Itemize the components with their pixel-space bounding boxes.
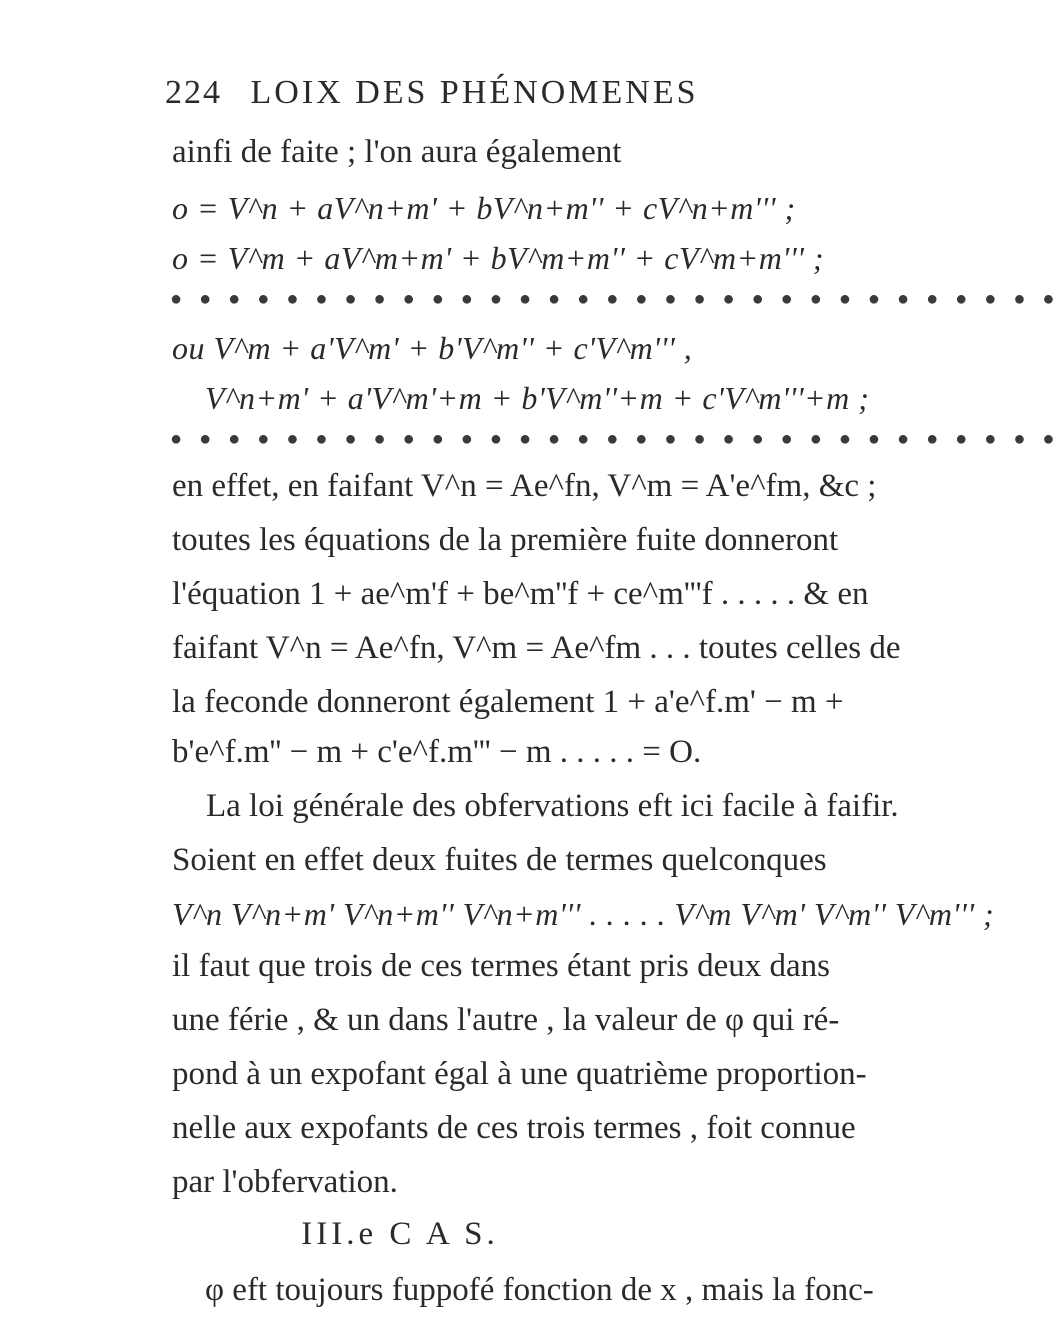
text-line-7: b'e^f.m'' − m + c'e^f.m''' − m . . . . . = O. [172,734,702,770]
text-line-12: pond à un expofant égal à une quatrième proportion- [172,1056,867,1092]
text-line-11: une férie , & un dans l'autre , la valeur de φ qui ré- [172,1002,840,1038]
equation-line-3: ou V^m + a'V^m' + b'V^m'' + c'V^m''' , [172,330,693,366]
text-line-6: la feconde donneront également 1 + a'e^f.m' − m + [172,684,844,720]
dot-leader-2: ● ● ● ● ● ● ● ● ● ● ● ● ● ● ● ● ● ● ● ● ● ● ● ● ● ● ● ● ● ● ● [170,428,1060,450]
running-header [165,74,699,112]
text-line-5: faifant V^n = Ae^fn, V^m = Ae^fm . . . toutes celles de [172,630,901,666]
text-line-10: il faut que trois de ces termes étant pris deux dans [172,948,830,984]
page-number: 224 [165,74,222,111]
text-line-2: en effet, en faifant V^n = Ae^fn, V^m = A'e^fm, &c ; [172,468,877,504]
text-line-4: l'équation 1 + ae^m'f + be^m''f + ce^m'''f . . . . . & en [172,576,869,612]
text-line-15: φ eft toujours fuppofé fonction de x , mais la fonc- [205,1272,874,1308]
text-line-1: ainfi de faite ; l'on aura également [172,134,622,170]
equation-line-2: o = V^m + aV^m+m' + bV^m+m'' + cV^m+m''' ; [172,240,825,276]
equation-line-1: o = V^n + aV^n+m' + bV^n+m'' + cV^n+m''' ; [172,190,796,226]
equation-line-4: V^n+m' + a'V^m'+m + b'V^m''+m + c'V^m'''+m ; [205,380,870,416]
text-line-3: toutes les équations de la première fuite donneront [172,522,839,558]
text-line-9: Soient en effet deux fuites de termes quelconques [172,842,827,878]
text-line-8: La loi générale des obfervations eft ici facile à faifir. [206,788,899,824]
text-line-13: nelle aux expofants de ces trois termes , foit connue [172,1110,856,1146]
page-title: LOIX DES PHÉNOMENES [250,74,699,111]
section-heading: III.e C A S. [301,1216,499,1252]
text-line-14: par l'obfervation. [172,1164,398,1200]
equation-line-5: V^n V^n+m' V^n+m'' V^n+m''' . . . . . V^m V^m' V^m'' V^m''' ; [172,896,995,932]
dot-leader-1: ● ● ● ● ● ● ● ● ● ● ● ● ● ● ● ● ● ● ● ● ● ● ● ● ● ● ● ● ● ● ● [170,288,1060,310]
